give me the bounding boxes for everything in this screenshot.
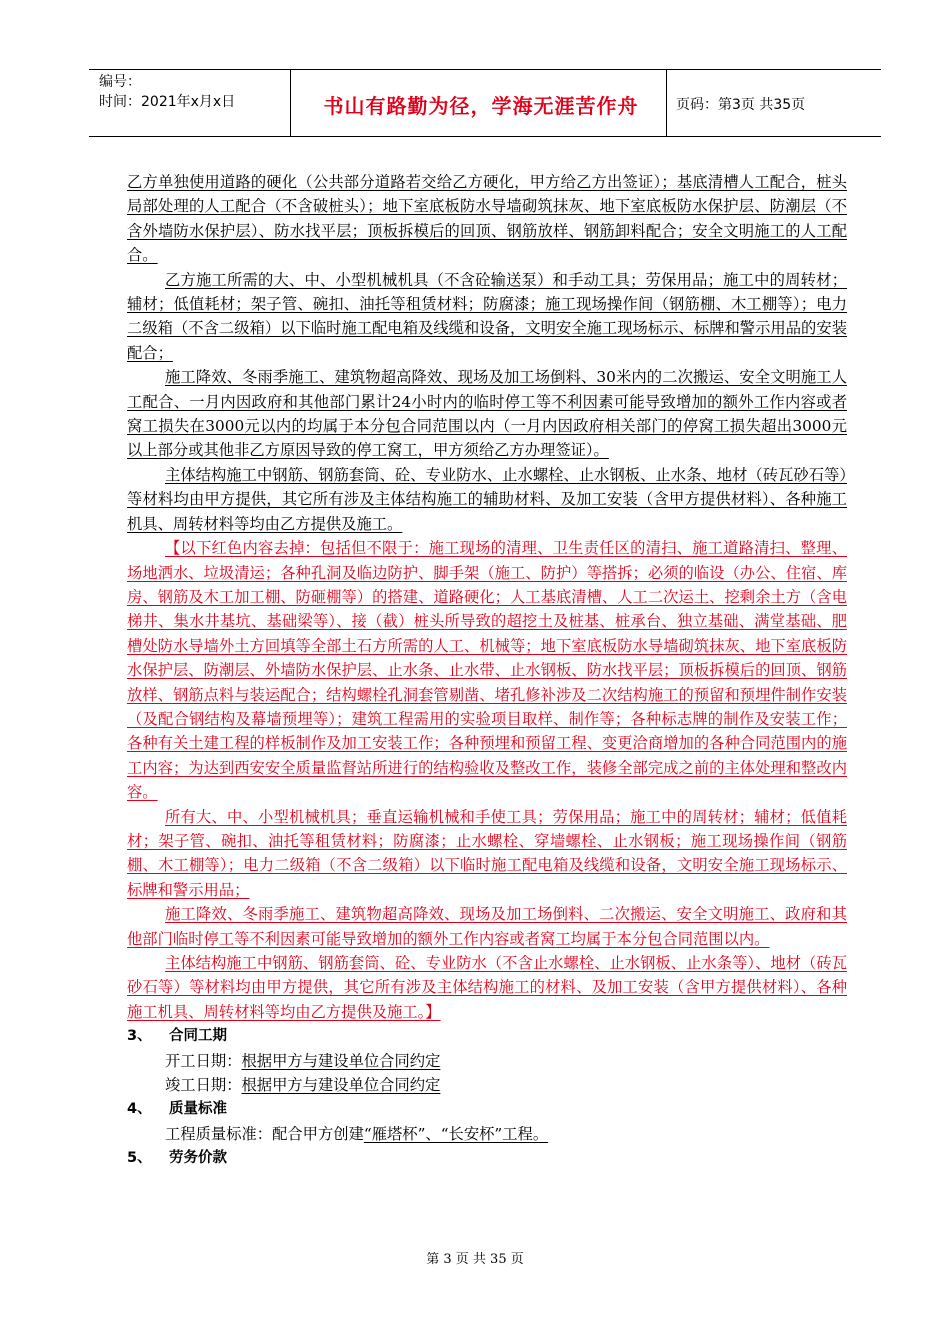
section-title: 合同工期 (169, 1028, 227, 1045)
section-number: 4、 (127, 1101, 152, 1118)
header-page-number: 页码：第3页 共35页 (676, 97, 806, 113)
page-footer: 第 3 页 共 35 页 (426, 1252, 524, 1267)
section-heading-quality (127, 1097, 847, 1121)
header-motto: 书山有路勤为径，学海无涯苦作舟 (323, 94, 639, 118)
start-date-line (165, 1049, 847, 1073)
deleted-paragraph: 施工降效、冬雨季施工、建筑物超高降效、现场及加工场倒料、二次搬运、安全文明施工、政府和其他部门临时停工等不利因素可能导致增加的额外工作内容或者窝工均属于本分包合同范围以内。 (127, 905, 847, 948)
end-date-line (165, 1073, 847, 1097)
header-divider (666, 70, 667, 136)
start-date-value: 根据甲方与建设单位合同约定 (241, 1051, 441, 1070)
deleted-paragraph: 主体结构施工中钢筋、钢筋套筒、砼、专业防水（不含止水螺栓、止水钢板、止水条等）、地材（砖瓦砂石等）等材料均由甲方提供，其它所有涉及主体结构施工的材料、及加工安装（含甲方提供材料）、各种施工机具、周转材料等均由乙方提供及施工。】 (127, 954, 847, 1021)
time-label: 时间：2021年x月x日 (99, 94, 236, 110)
section-heading-contract-period (127, 1024, 847, 1048)
document-body (127, 170, 847, 1171)
header-meta (99, 72, 235, 112)
end-date-value: 根据甲方与建设单位合同约定 (241, 1076, 441, 1095)
header-divider (290, 70, 291, 136)
serial-label: 编号： (99, 74, 141, 90)
paragraph: 乙方施工所需的大、中、小型机械机具（不含砼输送泵）和手动工具；劳保用品；施工中的周转材；辅材；低值耗材；架子管、碗扣、油托等租赁材料；防腐漆；施工现场操作间（钢筋棚、木工棚等）；电力二级箱（不含二级箱）以下临时施工配电箱及线缆和设备，文明安全施工现场标示、标牌和警示用品的安装配合； (127, 270, 847, 362)
section-number: 5、 (127, 1150, 152, 1167)
quality-value: “雁塔杯”、“长安杯”工程。 (363, 1124, 549, 1143)
start-date-label: 开工日期： (165, 1051, 242, 1070)
paragraph: 乙方单独使用道路的硬化（公共部分道路若交给乙方硬化，甲方给乙方出签证）；基底清槽人工配合，桩头局部处理的人工配合（不含破桩头）；地下室底板防水导墙砌筑抹灰、地下室底板防水保护层、防潮层（不含外墙防水保护层）、防水找平层；顶板拆模后的回顶、钢筋放样、钢筋卸料配合；安全文明施工的人工配合。 (127, 173, 847, 265)
end-date-label: 竣工日期： (165, 1076, 242, 1095)
deleted-paragraph: 【以下红色内容去掉：包括但不限于：施工现场的清理、卫生责任区的清扫、施工道路清扫、整理、场地洒水、垃圾清运；各种孔洞及临边防护、脚手架（施工、防护）等搭拆；必须的临设（办公、住宿、库房、钢筋及木工加工棚、防砸棚等）的搭建、道路硬化；人工基底清槽、人工二次运土、挖剩余土方（含电梯井、集水井基坑、基础梁等）、接（截）桩头所导致的超挖土及桩基、桩承台、独立基础、满堂基础、肥槽处防水导墙外土方回填等全部土石方所需的人工、机械等；地下室底板防水导墙砌筑抹灰、地下室底板防水保护层、防潮层、外墙防水保护层、止水条、止水带、止水钢板、防水找平层；顶板拆模后的回顶、钢筋放样、钢筋点料与装运配合；结构螺栓孔洞套管剔凿、堵孔修补涉及二次结构施工的预留和预埋件制作安装（及配合钢结构及幕墙预埋等）；建筑工程需用的实验项目取样、制作等；各种标志牌的制作及安装工作；各种有关土建工程的样板制作及加工安装工作；各种预埋和预留工程、变更洽商增加的各种合同范围内的施工内容；为达到西安安全质量监督站所进行的结构验收及整改工作，装修全部完成之前的主体处理和整改内容。 (127, 539, 847, 802)
section-title: 劳务价款 (169, 1150, 227, 1167)
deleted-paragraph: 所有大、中、小型机械机具；垂直运输机械和手使工具；劳保用品；施工中的周转材；辅材；低值耗材；架子管、碗扣、油托等租赁材料；防腐漆；止水螺栓、穿墙螺栓、止水钢板；施工现场操作间（钢筋棚、木工棚等）；电力二级箱（不含二级箱）以下临时施工配电箱及线缆和设备，文明安全施工现场标示、标牌和警示用品； (127, 807, 847, 899)
section-number: 3、 (127, 1028, 152, 1045)
paragraph: 主体结构施工中钢筋、钢筋套筒、砼、专业防水、止水螺栓、止水钢板、止水条、地材（砖瓦砂石等）等材料均由甲方提供，其它所有涉及主体结构施工的辅助材料、及加工安装（含甲方提供材料）、各种施工机具、周转材料等均由乙方提供及施工。 (127, 465, 847, 533)
section-title: 质量标准 (169, 1101, 227, 1118)
quality-label: 工程质量标准：配合甲方创建 (165, 1124, 364, 1143)
page-header (89, 69, 881, 137)
paragraph: 施工降效、冬雨季施工、建筑物超高降效、现场及加工场倒料、30米内的二次搬运、安全文明施工人工配合、一月内因政府和其他部门累计24小时内的临时停工等不利因素可能导致增加的额外工作内容或者窝工损失在3000元以内的均属于本分包合同范围以内（一月内因政府相关部门的停窝工损失超出3000元以上部分或其他非乙方原因导致的停工窝工，甲方须给乙方办理签证）。 (127, 368, 847, 460)
quality-line (165, 1122, 847, 1146)
section-heading-price (127, 1146, 847, 1170)
